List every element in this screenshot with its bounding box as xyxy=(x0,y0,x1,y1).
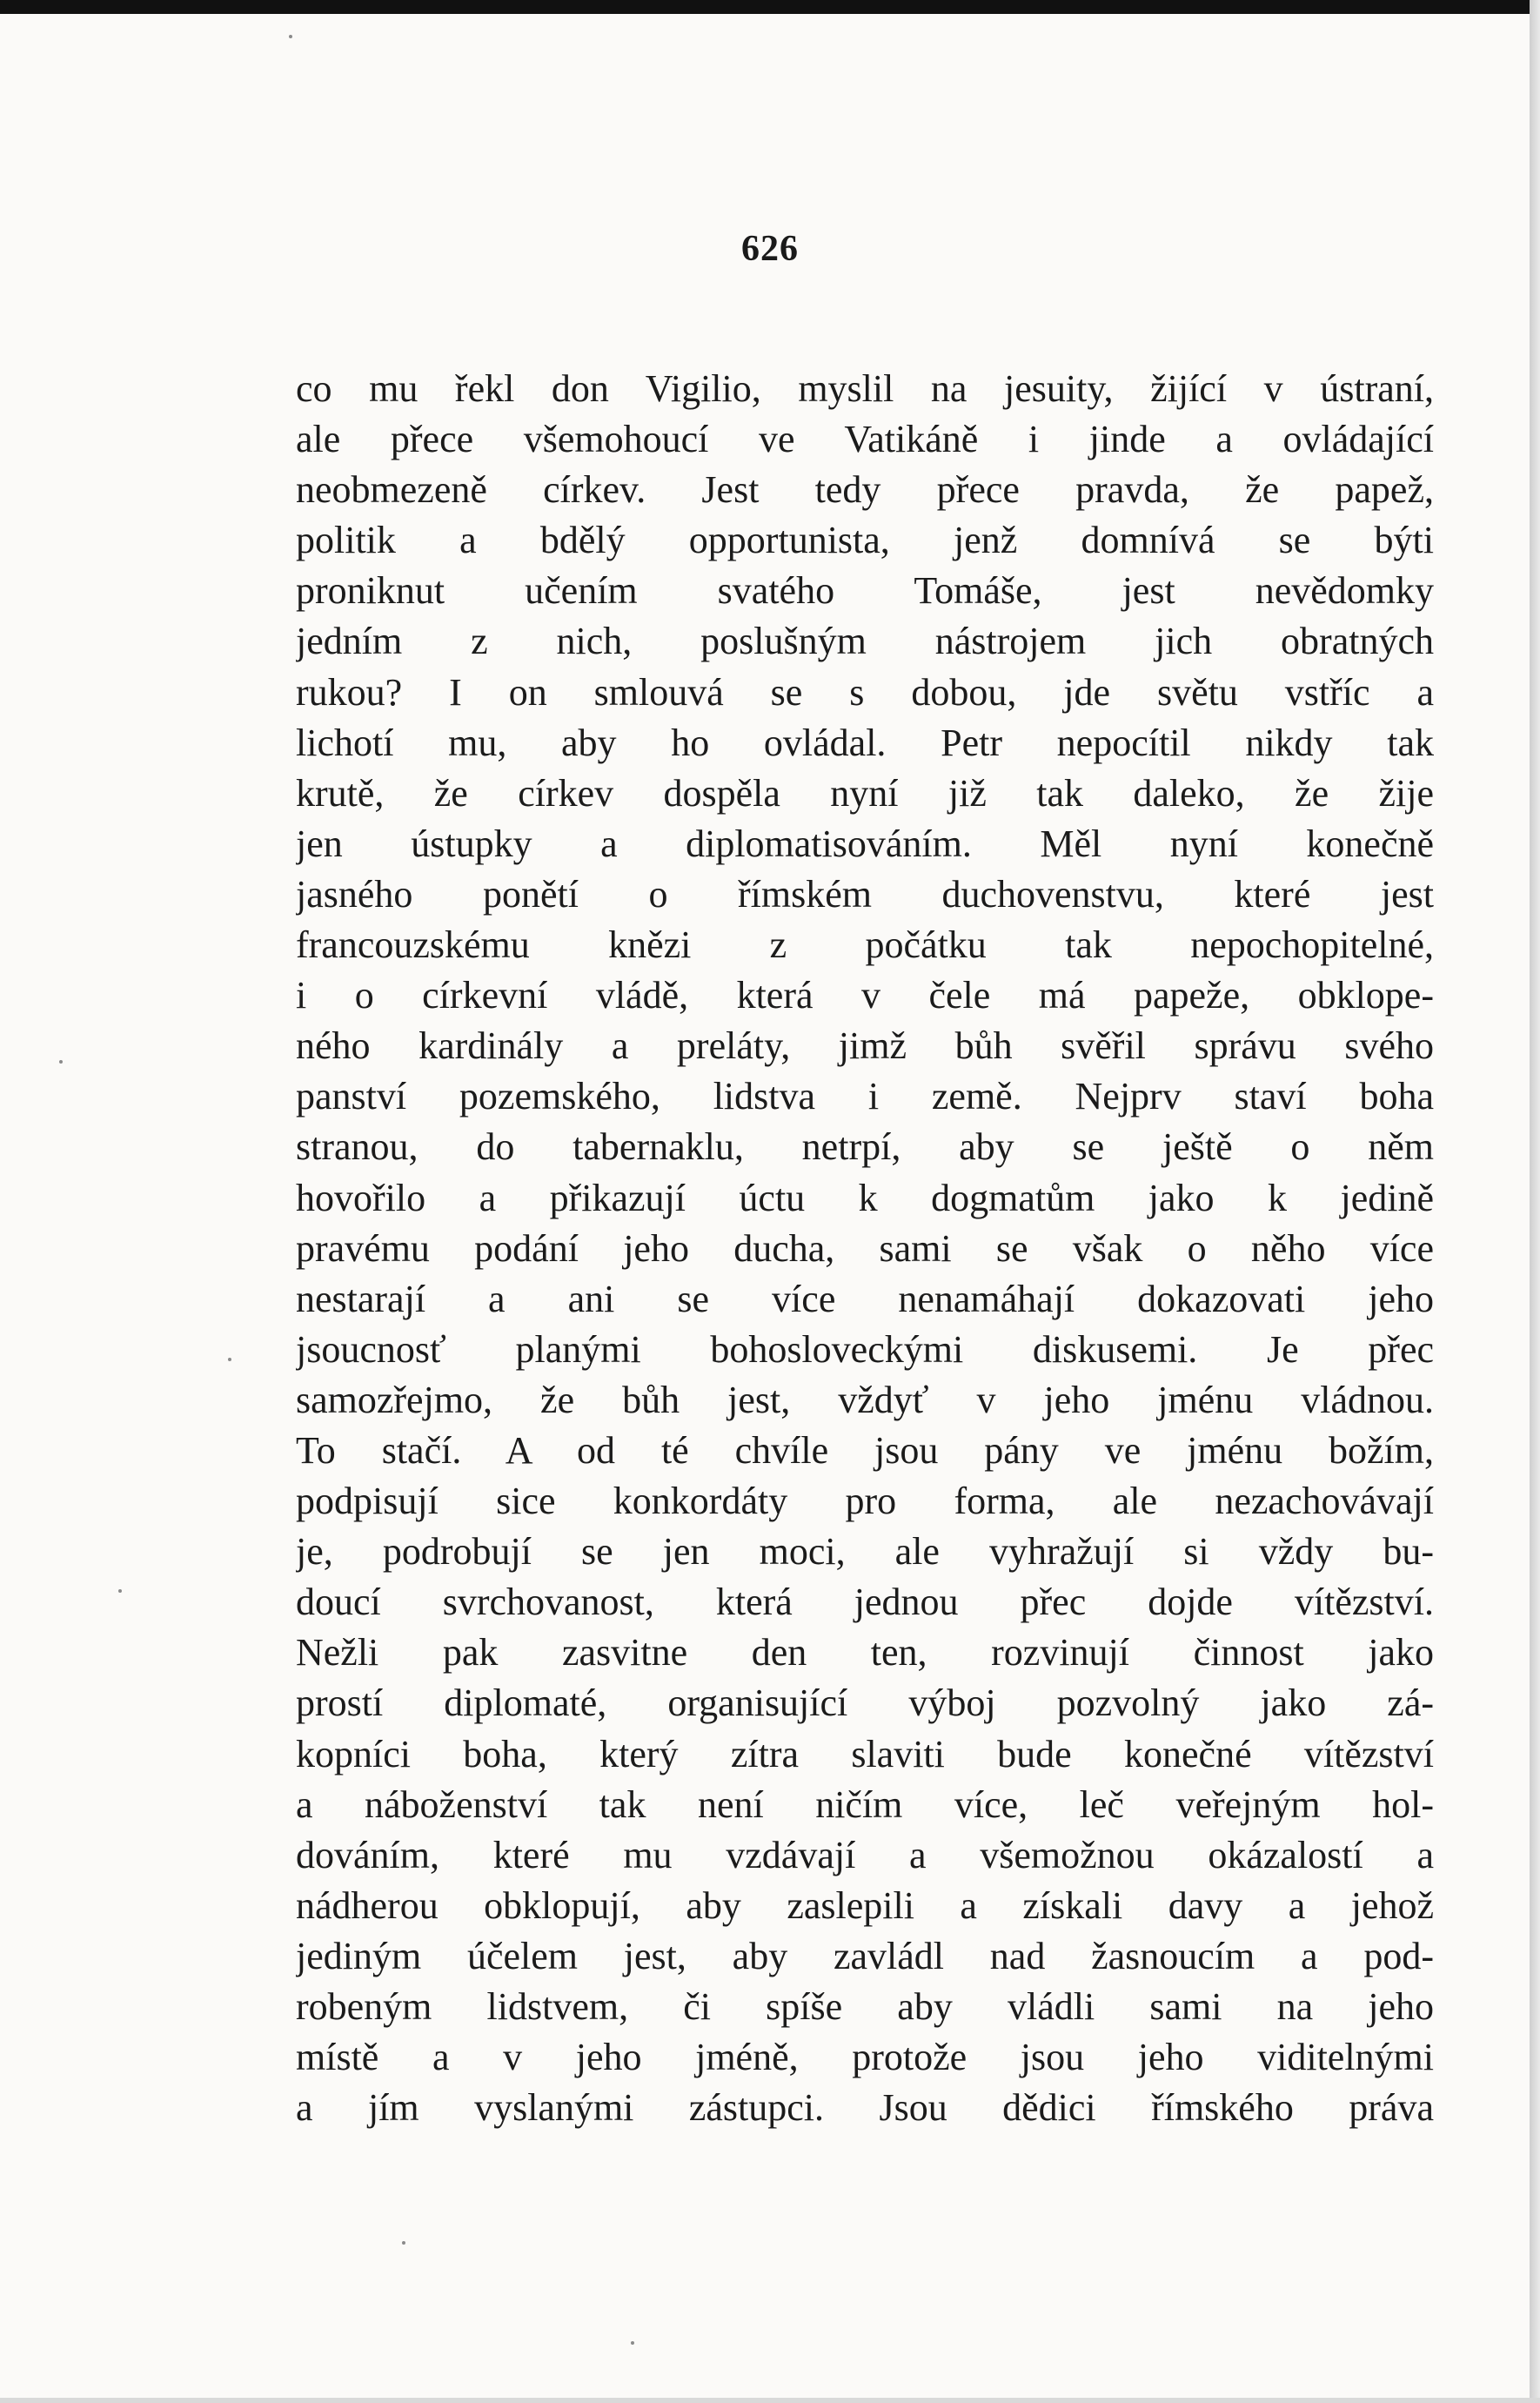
scan-speck xyxy=(289,35,292,38)
text-line: panství pozemského, lidstva i země. Nejprv staví boha xyxy=(296,1075,1434,1118)
body-text xyxy=(296,364,1434,2133)
text-line: pravému podání jeho ducha, sami se však o něho více xyxy=(296,1226,1434,1270)
text-line: neobmezeně církev. Jest tedy přece pravda, že papež, xyxy=(296,468,1434,512)
scan-speck xyxy=(631,2341,634,2345)
text-line: a náboženství tak není ničím více, leč veřejným hol- xyxy=(296,1782,1434,1826)
text-line: co mu řekl don Vigilio, myslil na jesuity, žijící v ústraní, xyxy=(296,367,1434,410)
text-line: politik a bdělý opportunista, jenž domnívá se býti xyxy=(296,519,1434,562)
text-line: samozřejmo, že bůh jest, vždyť v jeho jménu vládnou. xyxy=(296,1378,1434,1421)
scan-speck xyxy=(228,1358,231,1361)
page-number: 626 xyxy=(741,229,799,269)
text-line: jasného ponětí o římském duchovenstvu, které jest xyxy=(296,872,1434,916)
text-line: ného kardinály a preláty, jimž bůh svěřil správu svého xyxy=(296,1024,1434,1068)
text-line: a jím vyslanými zástupci. Jsou dědici římského práva xyxy=(296,2086,1434,2130)
text-line: proniknut učením svatého Tomáše, jest nevědomky xyxy=(296,569,1434,613)
text-line: jen ústupky a diplomatisováním. Měl nyní konečně xyxy=(296,822,1434,865)
text-line: stranou, do tabernaklu, netrpí, aby se ještě o něm xyxy=(296,1125,1434,1169)
text-line: nestarají a ani se více nenamáhají dokazovati jeho xyxy=(296,1277,1434,1320)
text-line: jediným účelem jest, aby zavládl nad žasnoucím a pod- xyxy=(296,1934,1434,1977)
text-line: podpisují sice konkordáty pro forma, ale nezachovávají xyxy=(296,1480,1434,1523)
text-line: Nežli pak zasvitne den ten, rozvinují činnost jako xyxy=(296,1631,1434,1675)
text-line: místě a v jeho jméně, protože jsou jeho viditelnými xyxy=(296,2036,1434,2079)
text-line: ale přece všemohoucí ve Vatikáně i jinde a ovládající xyxy=(296,418,1434,461)
text-line: dováním, které mu vzdávají a všemožnou okázalostí a xyxy=(296,1833,1434,1876)
text-line: rukou? I on smlouvá se s dobou, jde světu vstříc a xyxy=(296,670,1434,714)
scan-speck xyxy=(118,1589,122,1593)
text-line: lichotí mu, aby ho ovládal. Petr nepocítil nikdy tak xyxy=(296,721,1434,764)
text-line: kopníci boha, který zítra slaviti bude konečné vítězství xyxy=(296,1732,1434,1775)
scan-speck xyxy=(402,2241,405,2245)
text-line: prostí diplomaté, organisující výboj pozvolný jako zá- xyxy=(296,1681,1434,1725)
text-line: nádherou obklopují, aby zaslepili a získali davy a jehož xyxy=(296,1883,1434,1927)
text-line: jsoucnosť planými bohosloveckými diskusemi. Je přec xyxy=(296,1327,1434,1371)
text-line: francouzskému knězi z počátku tak nepochopitelné, xyxy=(296,923,1434,967)
scan-speck xyxy=(59,1060,63,1064)
text-line: robeným lidstvem, či spíše aby vládli sami na jeho xyxy=(296,1985,1434,2028)
text-line: je, podrobují se jen moci, ale vyhražují si vždy bu- xyxy=(296,1530,1434,1574)
scan-right-edge xyxy=(1530,0,1540,2403)
text-line: jedním z nich, poslušným nástrojem jich obratných xyxy=(296,620,1434,663)
scan-bottom-edge xyxy=(0,2398,1540,2403)
text-line: hovořilo a přikazují úctu k dogmatům jako k jedině xyxy=(296,1176,1434,1219)
text-line: krutě, že církev dospěla nyní již tak daleko, že žije xyxy=(296,771,1434,815)
scan-top-edge xyxy=(0,0,1540,14)
text-line: To stačí. A od té chvíle jsou pány ve jménu božím, xyxy=(296,1428,1434,1472)
text-line: doucí svrchovanost, která jednou přec dojde vítězství. xyxy=(296,1581,1434,1624)
text-line: i o církevní vládě, která v čele má papeže, obklope- xyxy=(296,974,1434,1017)
